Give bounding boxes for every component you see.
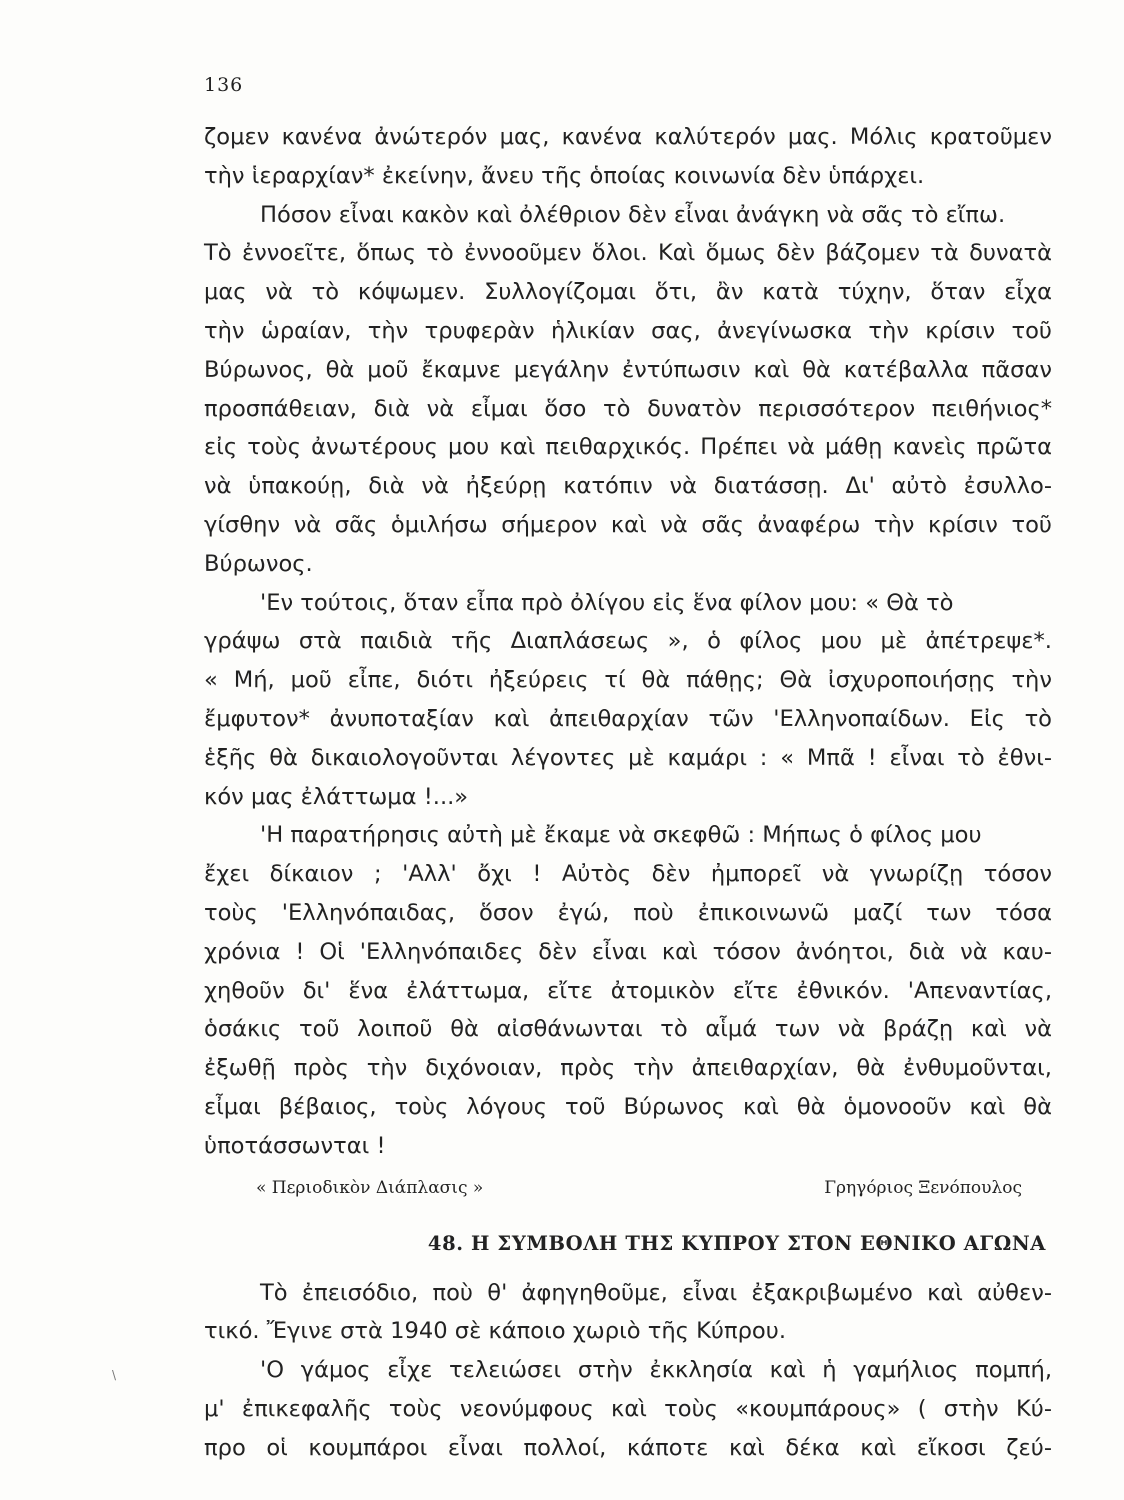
text-line: τοὺς 'Ελληνόπαιδας, ὅσον ἐγώ, ποὺ ἐπικοινωνῶ μαζί των τόσα: [204, 899, 1052, 926]
text-block-bottom: [204, 1274, 1052, 1468]
text-block-top: [204, 118, 1052, 1166]
text-line: Βύρωνος.: [204, 550, 313, 577]
text-line: Τὸ ἐννοεῖτε, ὅπως τὸ ἐννοοῦμεν ὅλοι. Καὶ ὅμως δὲν βάζομεν τὰ δυνατὰ: [204, 240, 1052, 267]
text-line: ἔχει δίκαιον ; 'Αλλ' ὄχι ! Αὐτὸς δὲν ἠμπορεῖ νὰ γνωρίζῃ τόσον: [204, 861, 1052, 888]
text-line: προ οἱ κουμπάροι εἶναι πολλοί, κάποτε καὶ δέκα καὶ εἴκοσι ζεύ-: [204, 1434, 1052, 1461]
text-line: ἐξωθῇ πρὸς τὴν διχόνοιαν, πρὸς τὴν ἀπειθαρχίαν, θὰ ἐνθυμοῦνται,: [204, 1055, 1052, 1082]
text-line: χηθοῦν δι' ἕνα ἐλάττωμα, εἴτε ἀτομικὸν εἴτε ἐθνικόν. 'Απεναντίας,: [204, 977, 1052, 1004]
text-line: τὴν ἱεραρχίαν* ἐκείνην, ἄνευ τῆς ὁποίας κοινωνία δὲν ὑπάρχει.: [204, 162, 925, 189]
text-line: 'Η παρατήρησις αὐτὴ μὲ ἔκαμε νὰ σκεφθῶ : Μήπως ὁ φίλος μου: [260, 822, 982, 849]
citation-row: [204, 1166, 1052, 1210]
margin-mark: \: [112, 1368, 117, 1382]
text-line: ἑξῆς θὰ δικαιολογοῦνται λέγοντες μὲ καμάρι : « Μπᾶ ! εἶναι τὸ ἐθνι-: [204, 744, 1052, 771]
text-line: μας νὰ τὸ κόψωμεν. Συλλογίζομαι ὅτι, ἂν κατὰ τύχην, ὅταν εἶχα: [204, 279, 1052, 306]
text-line: τὴν ὡραίαν, τὴν τρυφερὰν ἡλικίαν σας, ἀνεγίνωσκα τὴν κρίσιν τοῦ: [204, 317, 1052, 344]
text-line: χρόνια ! Οἱ 'Ελληνόπαιδες δὲν εἶναι καὶ τόσον ἀνόητοι, διὰ νὰ καυ-: [204, 938, 1052, 965]
text-line: γίσθην νὰ σᾶς ὁμιλήσω σήμερον καὶ νὰ σᾶς ἀναφέρω τὴν κρίσιν τοῦ: [204, 511, 1052, 538]
text-line: εἶμαι βέβαιος, τοὺς λόγους τοῦ Βύρωνος καὶ θὰ ὁμονοοῦν καὶ θὰ: [204, 1093, 1052, 1120]
text-line: ὁσάκις τοῦ λοιποῦ θὰ αἰσθάνωνται τὸ αἷμά των νὰ βράζῃ καὶ νὰ: [204, 1016, 1052, 1043]
text-line: Τὸ ἐπεισόδιο, ποὺ θ' ἀφηγηθοῦμε, εἶναι ἐξακριβωμένο καὶ αὐθεν-: [260, 1279, 1052, 1306]
text-line: 'Εν τούτοις, ὅταν εἶπα πρὸ ὀλίγου εἰς ἕνα φίλον μου: « Θὰ τὸ: [260, 589, 954, 616]
text-line: ζομεν κανένα ἀνώτερόν μας, κανένα καλύτερόν μας. Μόλις κρατοῦμεν: [204, 124, 1052, 150]
text-line: ἔμφυτον* ἀνυποταξίαν καὶ ἀπειθαρχίαν τῶν 'Ελληνοπαίδων. Εἰς τὸ: [204, 705, 1052, 732]
text-line: ὑποτάσσωνται !: [204, 1132, 386, 1159]
text-line: 'Ο γάμος εἶχε τελειώσει στὴν ἐκκλησία καὶ ἡ γαμήλιος πομπή,: [260, 1357, 1052, 1384]
page-number: 136: [204, 74, 244, 96]
text-line: Πόσον εἶναι κακὸν καὶ ὀλέθριον δὲν εἶναι ἀνάγκη νὰ σᾶς τὸ εἴπω.: [260, 201, 1006, 228]
text-line: κόν μας ἐλάττωμα !...»: [204, 783, 469, 810]
text-line: Βύρωνος, θὰ μοῦ ἔκαμνε μεγάλην ἐντύπωσιν καὶ θὰ κατέβαλλα πᾶσαν: [204, 356, 1052, 383]
text-line: μ' ἐπικεφαλῆς τοὺς νεονύμφους καὶ τοὺς «κουμπάρους» ( στὴν Κύ-: [204, 1395, 1052, 1422]
source-citation: « Περιοδικὸν Διάπλασις »: [256, 1177, 484, 1198]
text-line: προσπάθειαν, διὰ νὰ εἶμαι ὅσο τὸ δυνατὸν περισσότερον πειθήνιος*: [204, 395, 1052, 422]
text-line: « Μή, μοῦ εἶπε, διότι ἠξεύρεις τί θὰ πάθῃς; Θὰ ἰσχυροποιήσῃς τὴν: [204, 667, 1052, 694]
text-line: εἰς τοὺς ἀνωτέρους μου καὶ πειθαρχικός. Πρέπει νὰ μάθῃ κανεὶς πρῶτα: [204, 434, 1052, 461]
text-line: γράψω στὰ παιδιὰ τῆς Διαπλάσεως », ὁ φίλος μου μὲ ἀπέτρεψε*.: [204, 628, 1052, 655]
body-text: [204, 118, 1052, 1468]
author-name: Γρηγόριος Ξενόπουλος: [824, 1177, 1022, 1198]
text-line: νὰ ὑπακούῃ, διὰ νὰ ἠξεύρῃ κατόπιν νὰ διατάσσῃ. Δι' αὐτὸ ἐσυλλο-: [204, 473, 1052, 500]
section-title: 48. Η ΣΥΜΒΟΛΗ ΤΗΣ ΚΥΠΡΟΥ ΣΤΟΝ ΕΘΝΙΚΟ ΑΓΩΝΑ: [427, 1231, 1046, 1255]
text-line: τικό. Ἔγινε στὰ 1940 σὲ κάποιο χωριὸ τῆς Κύπρου.: [204, 1318, 786, 1345]
